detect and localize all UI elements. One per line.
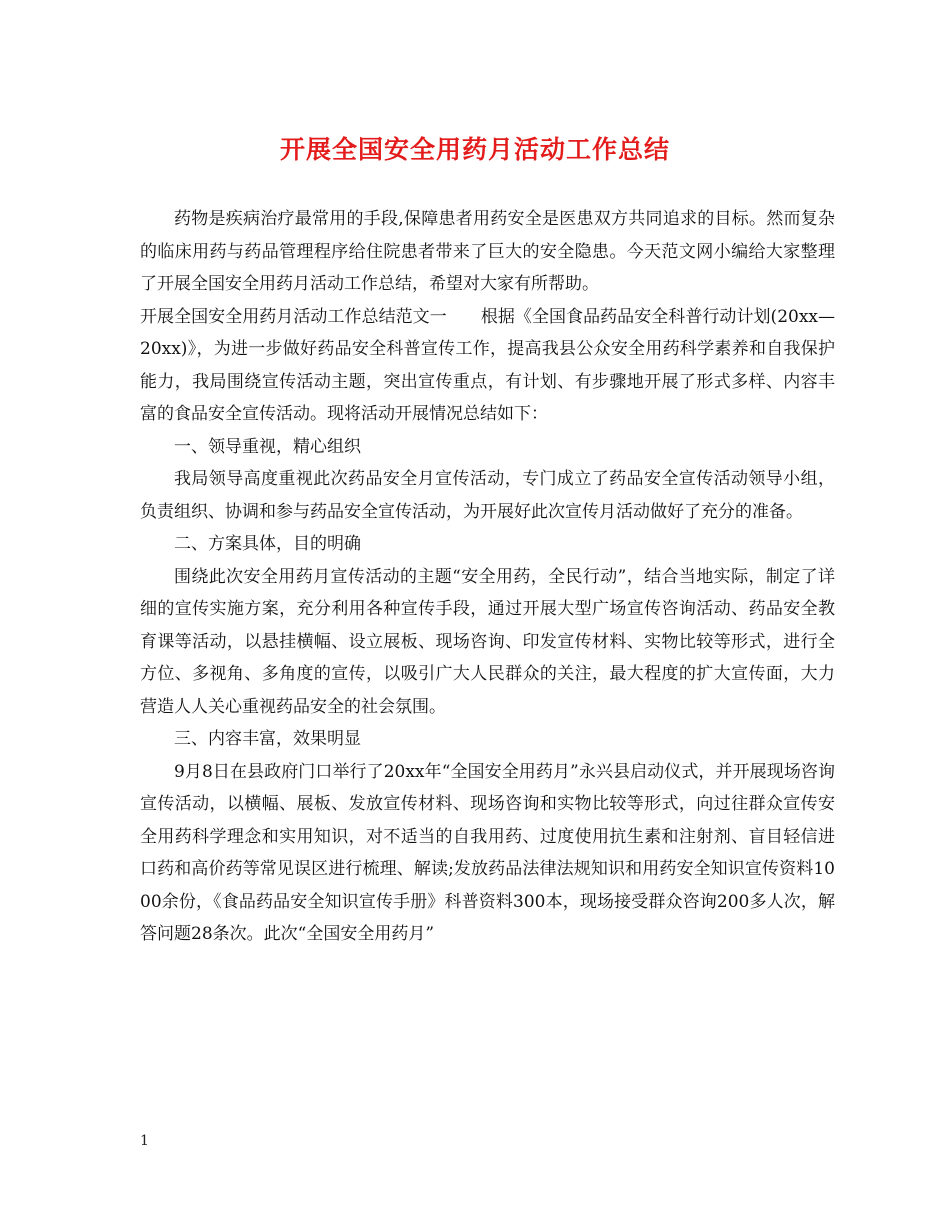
paragraph-sample-heading: 开展全国安全用药月活动工作总结范文一 根据《全国食品药品安全科普行动计划(20xx—20xx)》，为进一步做好药品安全科普宣传工作，提高我县公众安全用药科学素养和自我保护能力，我局围绕宣传活动主题，突出宣传重点，有计划、有步骤地开展了形式多样、内容丰富的食品安全宣传活动。现将活动开展情况总结如下： bbox=[140, 306, 835, 424]
paragraph-section-1: 我局领导高度重视此次药品安全月宣传活动，专门成立了药品安全宣传活动领导小组，负责组织、协调和参与药品安全宣传活动，为开展好此次宣传月活动做好了充分的准备。 bbox=[140, 469, 835, 522]
document-body bbox=[140, 203, 835, 951]
section-heading-3: 三、内容丰富，效果明显 bbox=[174, 729, 361, 749]
paragraph-intro: 药物是疾病治疗最常用的手段,保障患者用药安全是医患双方共同追求的目标。然而复杂的临床用药与药品管理程序给住院患者带来了巨大的安全隐患。今天范文网小编给大家整理了开展全国安全用药月活动工作总结，希望对大家有所帮助。 bbox=[140, 209, 835, 294]
section-heading-1: 一、领导重视，精心组织 bbox=[174, 436, 361, 457]
page-number: 1 bbox=[140, 1133, 149, 1149]
section-heading-2: 二、方案具体，目的明确 bbox=[174, 534, 361, 554]
document-title: 开展全国安全用药月活动工作总结 bbox=[279, 135, 670, 164]
paragraph-section-2: 围绕此次安全用药月宣传活动的主题“安全用药，全民行动”，结合当地实际，制定了详细的宣传实施方案，充分利用各种宣传手段，通过开展大型广场宣传咨询活动、药品安全教育课等活动，以悬挂横幅、设立展板、现场咨询、印发宣传材料、实物比较等形式，进行全方位、多视角、多角度的宣传，以吸引广大人民群众的关注，最大程度的扩大宣传面，大力营造人人关心重视药品安全的社会氛围。 bbox=[140, 566, 835, 717]
paragraph-section-3: 9月8日在县政府门口举行了20xx年“全国安全用药月”永兴县启动仪式，并开展现场咨询宣传活动，以横幅、展板、发放宣传材料、现场咨询和实物比较等形式，向过往群众宣传安全用药科学理念和实用知识，对不适当的自我用药、过度使用抗生素和注射剂、盲目轻信进口药和高价药等常见误区进行梳理、解读;发放药品法律法规知识和用药安全知识宣传资料1000余份，《食品药品安全知识宣传手册》科普资料300本，现场接受群众咨询200多人次，解答问题28条次。此次“全国安全用药月” bbox=[140, 761, 835, 944]
